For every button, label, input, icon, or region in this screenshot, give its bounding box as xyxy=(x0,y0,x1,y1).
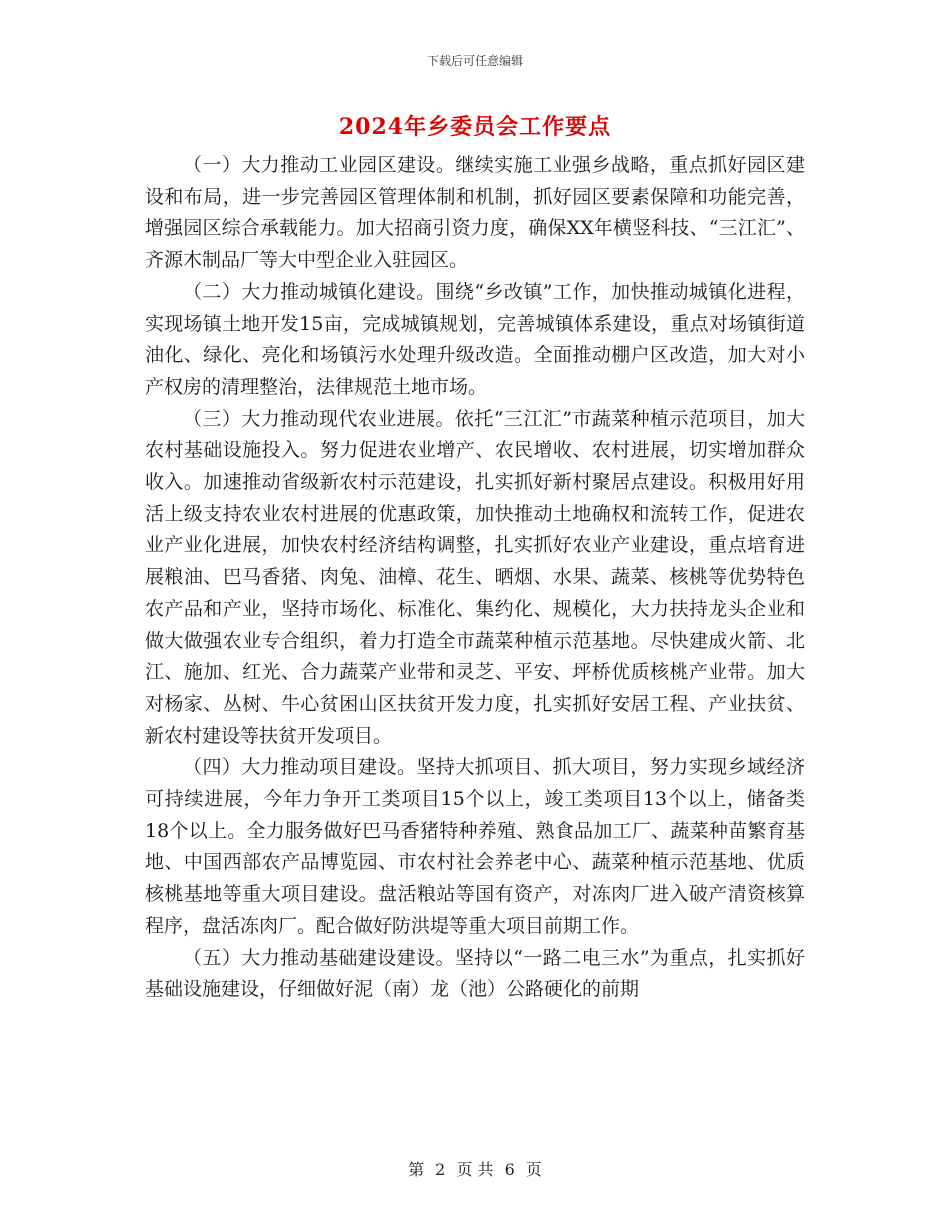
footer-prefix: 第 xyxy=(408,1160,425,1179)
document-body xyxy=(145,150,805,1006)
footer-total-pages: 6 xyxy=(504,1160,515,1179)
paragraph-urbanization: （二）大力推动城镇化建设。围绕“乡改镇”工作，加快推动城镇化进程，实现场镇土地开发15亩，完成城镇规划，完善城镇体系建设，重点对场镇街道油化、绿化、亮化和场镇污水处理升级改造。全面推动棚户区改造，加大对小产权房的清理整治，法律规范土地市场。 xyxy=(145,280,805,398)
paragraph-infrastructure: （五）大力推动基础建设建设。坚持以“一路二电三水”为重点，扎实抓好基础设施建设，仔细做好泥（南）龙（池）公路硬化的前期 xyxy=(145,946,805,1001)
header-note: 下载后可任意编辑 xyxy=(426,54,523,68)
paragraph-industrial-park: （一）大力推动工业园区建设。继续实施工业强乡战略，重点抓好园区建设和布局，进一步完善园区管理体制和机制，抓好园区要素保障和功能完善，增强园区综合承载能力。加大招商引资力度，确保XX年横竖科技、“三江汇”、齐源木制品厂等大中型企业入驻园区。 xyxy=(145,154,805,272)
page-footer xyxy=(0,1157,950,1180)
paragraph-modern-agriculture: （三）大力推动现代农业进展。依托“三江汇”市蔬菜种植示范项目，加大农村基础设施投入。努力促进农业增产、农民增收、农村进展，切实增加群众收入。加速推动省级新农村示范建设，扎实抓好新村聚居点建设。积极用好用活上级支持农业农村进展的优惠政策，加快推动土地确权和流转工作，促进农业产业化进展，加快农村经济结构调整，扎实抓好农业产业建设，重点培育进展粮油、巴马香猪、肉兔、油樟、花生、晒烟、水果、蔬菜、核桃等优势特色农产品和产业，坚持市场化、标准化、集约化、规模化，大力扶持龙头企业和做大做强农业专合组织，着力打造全市蔬菜种植示范基地。尽快建成火箭、北江、施加、红光、合力蔬菜产业带和灵芝、平安、坪桥优质核桃产业带。加大对杨家、丛树、牛心贫困山区扶贫开发力度，扎实抓好安居工程、产业扶贫、新农村建设等扶贫开发项目。 xyxy=(145,407,805,747)
footer-middle: 页 共 xyxy=(456,1160,494,1179)
footer-suffix: 页 xyxy=(525,1160,542,1179)
footer-current-page: 2 xyxy=(435,1160,446,1179)
document-title: 2024年乡委员会工作要点 xyxy=(338,114,612,140)
paragraph-project-construction: （四）大力推动项目建设。坚持大抓项目、抓大项目，努力实现乡域经济可持续进展，今年力争开工类项目15个以上，竣工类项目13个以上，储备类18个以上。全力服务做好巴马香猪特种养殖、熟食品加工厂、蔬菜种苗繁育基地、中国西部农产品博览园、市农村社会养老中心、蔬菜种植示范基地、优质核桃基地等重大项目建设。盘活粮站等国有资产，对冻肉厂进入破产清资核算程序，盘活冻肉厂。配合做好防洪堤等重大项目前期工作。 xyxy=(145,756,805,937)
